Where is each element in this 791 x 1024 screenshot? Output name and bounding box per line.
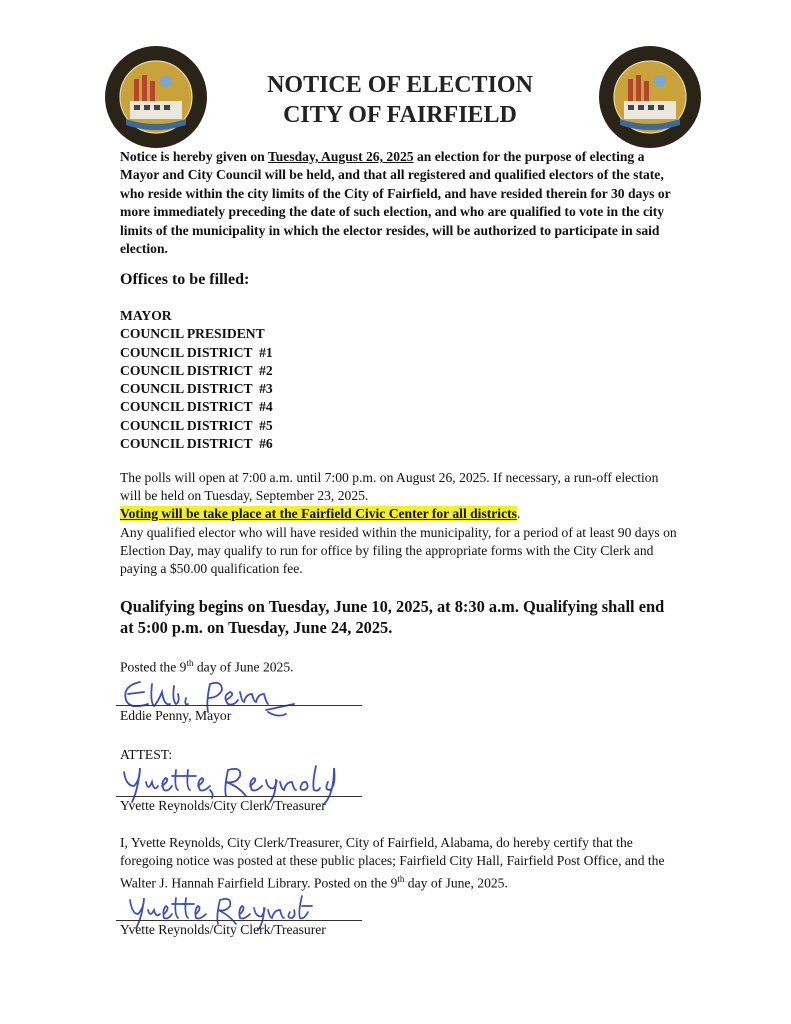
- mayor-signature-line: [116, 705, 362, 706]
- clerk-name-2: Yvette Reynolds/City Clerk/Treasurer: [120, 922, 326, 937]
- office-item: COUNCIL DISTRICT #2: [120, 362, 273, 378]
- posted-prefix: Posted the 9: [120, 659, 187, 675]
- title-line-2: CITY OF FAIRFIELD: [283, 102, 517, 128]
- office-item: COUNCIL DISTRICT #4: [120, 399, 273, 415]
- certification-sup: th: [397, 874, 405, 885]
- city-seal-icon: [104, 45, 208, 149]
- certification-text: I, Yvette Reynolds, City Clerk/Treasurer, City of Fairfield, Alabama, do hereby certify that the foregoing notice was posted at these public places; Fairfield City Hall, Fairfield Post Office, and the Walter J. Hannah Fairfield Library. Posted on the 9: [120, 835, 665, 891]
- highlight-period: .: [516, 506, 521, 522]
- qualifying-dates: Qualifying begins on Tuesday, June 10, 2025, at 8:30 a.m. Qualifying shall end at 5:00 p.m. on Tuesday, June 24, 2025.: [120, 597, 665, 637]
- title-line-1: NOTICE OF ELECTION: [267, 72, 533, 98]
- mayor-name: Eddie Penny, Mayor: [120, 708, 232, 723]
- posted-sup: th: [186, 658, 194, 668]
- polls-paragraph: [120, 469, 680, 578]
- office-item: COUNCIL PRESIDENT: [120, 326, 265, 342]
- office-item: COUNCIL DISTRICT #1: [120, 344, 273, 360]
- qualify-text: Any qualified elector who will have resided within the municipality, for a period of at least 90 days on Election Day, may qualify to run for office by filing the appropriate forms with the City Clerk and paying a $50.00 qualification fee.: [120, 524, 677, 577]
- election-date: Tuesday, August 26, 2025: [267, 149, 414, 164]
- certification-paragraph: [120, 834, 680, 893]
- offices-list: [120, 307, 273, 453]
- intro-after: an election for the purpose of electing a Mayor and City Council will be held, and that all registered and qualified electors of the state, who reside within the city limits of the City of Fairfield, and have resided therein for 30 days or more immediately preceding the date of such election, and who are qualified to vote in the city limits of the municipality in which the elector resides, will be authorized to participate in said election.: [120, 149, 671, 257]
- polls-hours: The polls will open at 7:00 a.m. until 7:00 p.m. on August 26, 2025. If necessary, a run-off election will be held on Tuesday, September 23, 2025.: [120, 470, 659, 504]
- page-title: [200, 70, 600, 130]
- office-item: COUNCIL DISTRICT #6: [120, 436, 273, 452]
- clerk-name: Yvette Reynolds/City Clerk/Treasurer: [120, 798, 326, 813]
- office-item: COUNCIL DISTRICT #5: [120, 417, 273, 433]
- office-item: COUNCIL DISTRICT #3: [120, 381, 273, 397]
- posted-suffix: day of June 2025.: [193, 659, 294, 675]
- office-item: MAYOR: [120, 308, 172, 323]
- intro-before: Notice is hereby given on: [120, 149, 268, 164]
- certification-suffix: day of June, 2025.: [404, 875, 508, 891]
- attest-label: ATTEST:: [120, 747, 173, 762]
- voting-location-highlight: Voting will be take place at the Fairfield Civic Center for all districts: [120, 506, 517, 522]
- city-seal-icon: [598, 45, 702, 149]
- offices-heading: Offices to be filled:: [120, 271, 250, 288]
- intro-paragraph: [120, 148, 680, 258]
